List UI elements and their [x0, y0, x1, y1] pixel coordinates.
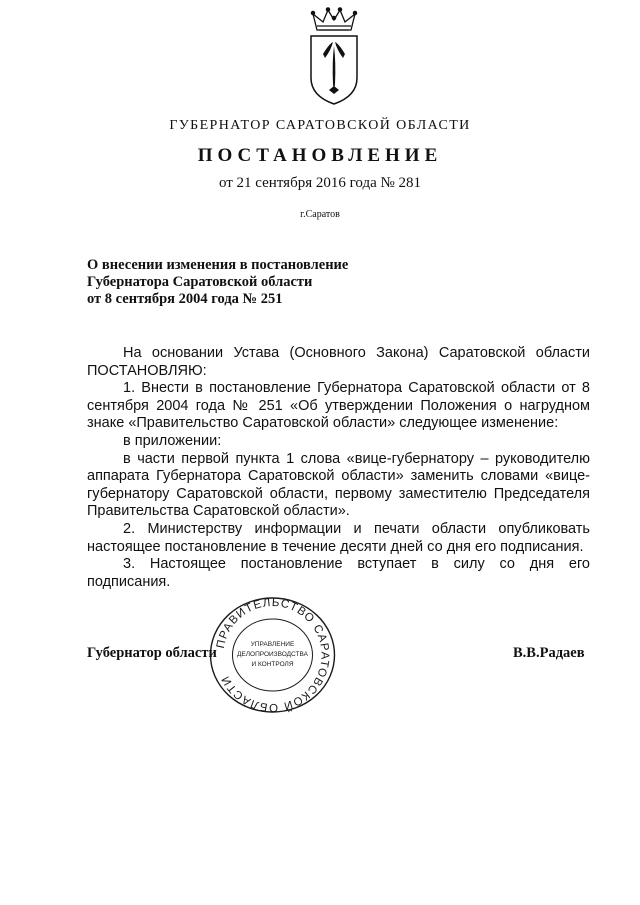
official-stamp	[205, 595, 340, 715]
stamp-line: ДЕЛОПРОИЗВОДСТВА	[237, 651, 308, 658]
document-body	[87, 345, 590, 591]
issuer-title: ГУБЕРНАТОР САРАТОВСКОЙ ОБЛАСТИ	[169, 118, 471, 133]
stamp-line: УПРАВЛЕНИЕ	[250, 641, 295, 648]
subject-line: О внесении изменения в постановление	[87, 257, 349, 273]
stamp-ring-text: ПРАВИТЕЛЬСТВО САРАТОВСКОЙ ОБЛАСТИ	[214, 596, 331, 714]
stamp-line: И КОНТРОЛЯ	[251, 661, 294, 668]
item-2-paragraph: 2. Министерству информации и печати области опубликовать настоящее постановление в течение десяти дней со дня его подписания.	[87, 520, 590, 555]
document-subject	[87, 257, 427, 308]
item-1-detail-paragraph: в части первой пункта 1 слова «вице-губернатору – руководителю аппарата Губернатора Саратовской области» заменить словами «вице-губернатору Саратовской области, первому заместителю Председателя Правительства Саратовской области».	[87, 450, 590, 520]
item-1-sub-paragraph: в приложении:	[123, 432, 222, 449]
item-1-paragraph: 1. Внести в постановление Губернатора Саратовской области от 8 сентября 2004 года № 251 «Об утверждении Положения о нагрудном знаке «Правительство Саратовской области» следующее изменение:	[87, 380, 590, 432]
signatory-title: Губернатор области	[87, 645, 217, 661]
document-type: ПОСТАНОВЛЕНИЕ	[197, 145, 443, 166]
signatory-name: В.В.Радаев	[513, 645, 585, 661]
subject-line: от 8 сентября 2004 года № 251	[87, 291, 283, 307]
document-date-number: от 21 сентября 2016 года № 281	[218, 175, 422, 191]
coat-of-arms-icon	[303, 6, 365, 106]
document-place: г.Саратов	[300, 209, 340, 220]
subject-line: Губернатора Саратовской области	[87, 274, 313, 290]
item-3-paragraph: 3. Настоящее постановление вступает в силу со дня его подписания.	[87, 556, 590, 590]
preamble-paragraph: На основании Устава (Основного Закона) Саратовской области ПОСТАНОВЛЯЮ:	[87, 345, 590, 379]
